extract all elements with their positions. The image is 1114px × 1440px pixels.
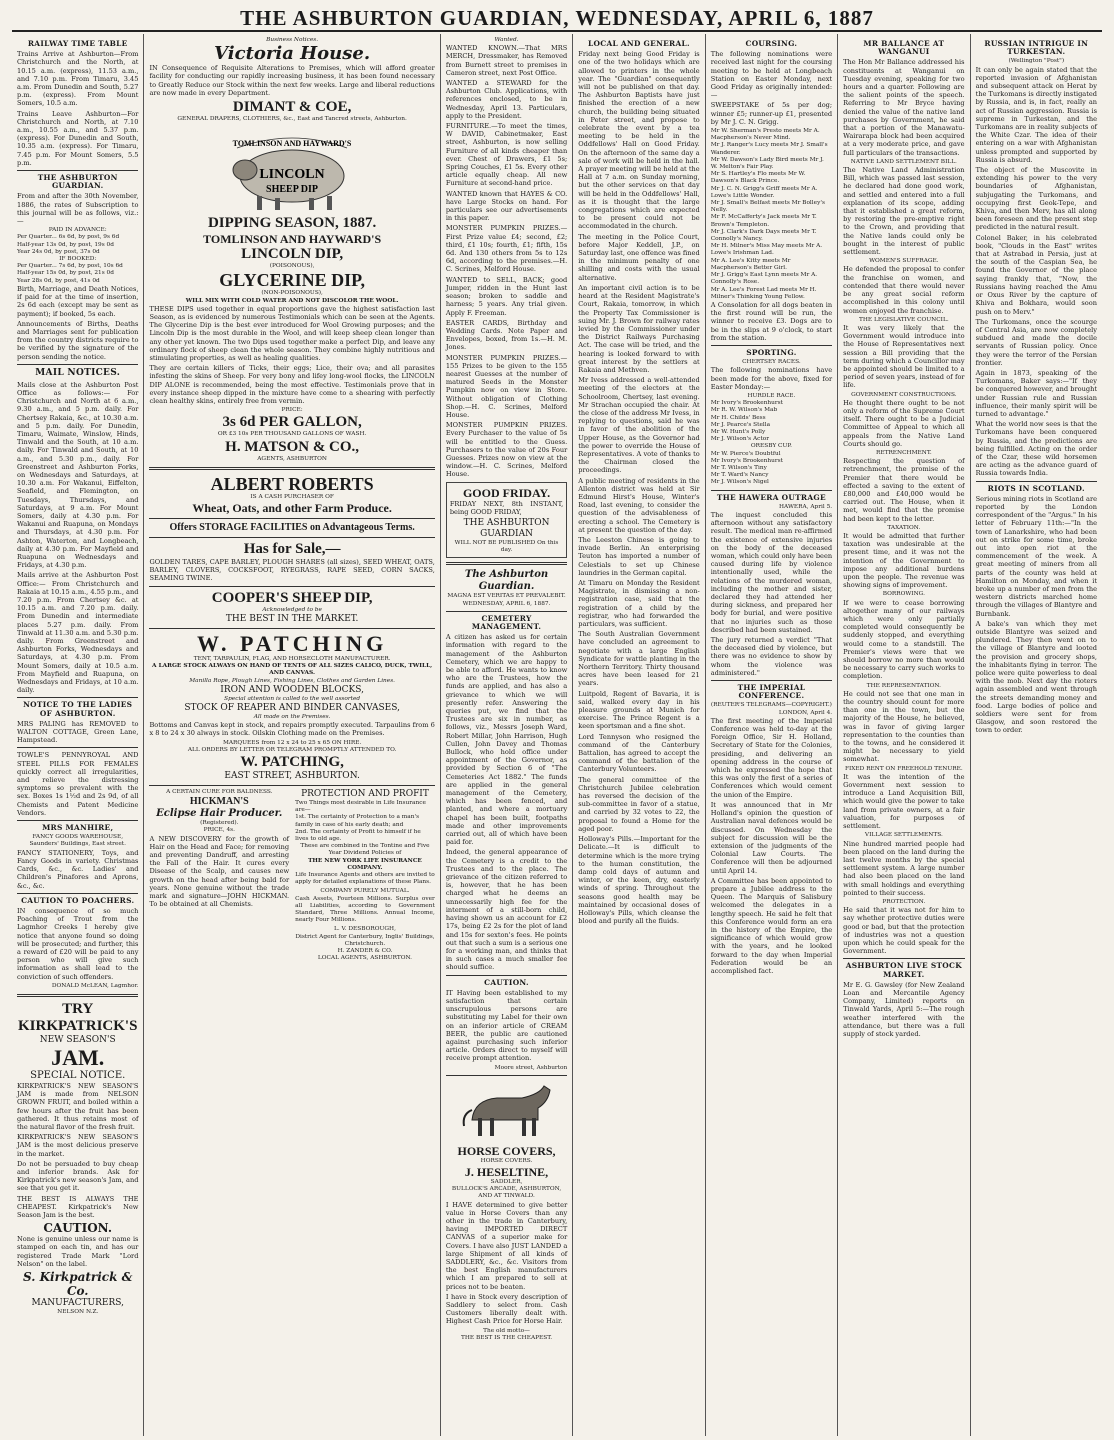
good-friday-will: WILL NOT BE PUBLISHED On this day. xyxy=(454,539,559,554)
poachers-signature: DONALD McLEAN, Lagmhor. xyxy=(51,982,139,989)
russia-text-6: What the world now sees is that the Turkomans have been conquered by Russia, and the predictions are being fulfilled. Acting on the order of the Czar, these wild horsemen are acting as the advance guard of Russia towards India. xyxy=(975,420,1097,478)
sweepstake-text: SWEEPSTAKE of 5s per dog; winner £5; runner-up £1, presented by Mr J. C. N. Grigg. xyxy=(710,101,833,126)
made-premises-label: All made on the Premises. xyxy=(253,713,331,720)
horse-covers-heading: HORSE COVERS, xyxy=(457,1143,556,1158)
saddler-label: SADDLER, xyxy=(490,1178,523,1185)
nelson-label: NELSON N.Z. xyxy=(57,1309,99,1315)
local-paragraph: The South Australian Government have concluded an agreement to negotiate with a large English Syndicate for wattle planting in the Northern Territory. Thirty thousand acres have been leased for 21 years. xyxy=(578,630,700,688)
coursing-pair: Mr J. C. N. Grigg's Griff meets Mr A. Lowe's Little Wonder. xyxy=(710,185,818,199)
ballance-heading: MR BALLANCE AT WANGANUI xyxy=(863,39,945,57)
local-paragraph: Lord Tennyson who resigned the command of the Canterbury Battalion, has agreed to accept the command of the battalion of the Canterbury Volunteers. xyxy=(578,732,700,774)
patching-sub: TENT, TARPAULIN, FLAG, AND HORSECLOTH MANUFACTURER. xyxy=(193,655,391,662)
caution-beer-text: IT Having been established to my satisfaction that certain unscrupulous persons are substituting my Label for their own on an inferior article of CREAM BEER, the public are cautioned against purchasing such inferior article. Orders direct to myself will receive prompt attention. xyxy=(445,988,568,1063)
coursing-pair: Mr F. McCafferty's Jack meets Mr T. Brown's Templeton. xyxy=(710,214,817,228)
rate-row: Half-year 13s 0d, by post, 19s 0d xyxy=(17,241,114,248)
coursing-pair: Mr W. Dawson's Lady Bird meets Mr J. W. Melton's Fair Play. xyxy=(710,156,824,171)
hurdle-entry: Mr Ivory's Brookenhurst xyxy=(710,400,783,407)
local-paragraph: Holloway's Pills.—Important for the Delicate.—It is difficult to determine which is the more trying to the human constitution, the damp cold days of autumn and winter, or the keen, dry, easterly winds of spring. Throughout the seasons good health may be maintained by occasional doses of Holloway's Pills, which cleanse the blood and purify all the fluids. xyxy=(578,835,700,926)
sheep-illustration xyxy=(217,126,367,212)
special-attention-label: Special attention is called to the well assorted xyxy=(224,695,361,702)
borrowing-text: If we were to cease borrowing altogether many of our railways which were only partially completed would consequently be suddenly stopped, and everything would come to a standstill. The Premier's views were that we should borrow no more than would be necessary to carry such works to completion. xyxy=(843,598,965,681)
representation-text: He could not see that one man in the country should count for more than one in the town, but the majority of the House, he believed, was in favor of giving larger representation to the counties than to the towns, and he considered it might be necessary to yield somewhat. xyxy=(843,689,965,764)
east-street-label: EAST STREET, ASHBURTON. xyxy=(224,770,360,781)
ladies-heading: NOTICE TO THE LADIES OF ASHBURTON. xyxy=(23,700,133,718)
kirkpatrick-firm: S. Kirkpatrick & Co. xyxy=(22,1270,133,1298)
wanted-heading: Wanted. xyxy=(494,37,519,43)
government-heading: GOVERNMENT CONSTRUCTIONS. xyxy=(851,391,957,398)
ny-life-heading: THE NEW YORK LIFE INSURANCE COMPANY. xyxy=(308,857,422,871)
good-friday-heading: GOOD FRIDAY. xyxy=(462,485,551,500)
fixed-rent-heading: FIXED RENT ON FREEHOLD TENURE. xyxy=(844,765,963,772)
baldness-heading: A CERTAIN CURE FOR BALDNESS. xyxy=(166,788,273,795)
horse-illustration xyxy=(452,1080,562,1140)
mail-arrive-text: Mails arrive at the Ashburton Post Office:— From Christchurch and Rakaia at 10.15 a.m., 4.55 p.m., and 7.20 p.m. From Chertsey &c. at 10.15 a.m. and 7.20 p.m. daily. From Dunedin and intermediate places 5.27 p.m. daily. From Tinwald at 11.30 a.m. and 5.30 p.m. daily. From Greenstreet and Ashburton Forks, Wednesdays and Saturdays, at 4.30 p.m. From Mount Somers, daily at 10.5 a.m. From Mayfield and Ruapuna, on Wednesdays and Fridays, at 10 a.m. daily. xyxy=(17,571,139,695)
coursing-pair: Mr A. Lee's Forest Lad meets Mr H. Milner's Thinking Young Fellow. xyxy=(710,286,817,300)
paling-notice: MRS PALING has REMOVED to WALTON COTTAGE, Green Lane, Hampstead. xyxy=(17,719,139,745)
patching-heading: W. PATCHING xyxy=(196,630,388,656)
cemetery-heading: CEMETERY MANAGEMENT. xyxy=(471,613,542,631)
wanted-ad: FURNITURE.—To meet the times, W DAVID, Cabinetmaker, East street, Ashburton, is now selling Furniture of all kinds cheaper than ever. Chest of Drawers, £1 5s; Spring Couches, £1 5s. Every other article equally cheap. All new Furniture at second-hand price. xyxy=(445,122,568,188)
bullocks-label: BULLOCK'S ARCADE, ASHBURTON, AND AT TINWALD. xyxy=(451,1186,562,1200)
oresby-entry: Mr J. Wilson's Nigel xyxy=(710,479,769,486)
heseltine-text-2: I have in Stock every description of Saddlery to select from. Cash Customers liberally dealt with. Highest Cash Price for Horse Hair. xyxy=(445,1292,568,1326)
towle-ad: TOWLE'S PENNYROYAL AND STEEL PILLS FOR FEMALES quickly correct all irregularities, and relieve the distressing symptoms so prevalent with the sex. Boxes 1s 1½d and 2s 9d, of all Chemists and Patent Medicine Vendors. xyxy=(17,751,139,817)
protection-row: 1st. The certainty of Protection to a man's family in case of his early death; and xyxy=(295,814,420,828)
rate-row: Year 24s 0d, by post, 37s 0d xyxy=(17,248,100,255)
coursing-pair: Mr W. Sherman's Presto meets Mr A. Macpherson's Never Mind. xyxy=(710,128,820,142)
taxation-heading: TAXATION. xyxy=(887,524,921,531)
best-market-label: THE BEST IN THE MARKET. xyxy=(225,613,359,624)
protection-row: 2nd. The certainty of Profit to himself if he lives to old age. xyxy=(295,828,421,842)
local-paragraph: The meeting in the Police Court, before Major Keddell, J.P., on Saturday last, one offence was fined in the minimum penalty of one shilling and costs with the usual alternative. xyxy=(578,232,700,282)
heseltine-heading: J. HESELTINE, xyxy=(464,1164,549,1179)
russia-text-2: The object of the Muscovite in extending his power to the very boundaries of Afghanistan, subjugating the Turkomans, and occupying first Geok-Tepe, and Khiva, and then Merv, has all along been foreseen and the present step predicted in the natural result. xyxy=(975,166,1097,232)
guardian-rates-heading: THE ASHBURTON GUARDIAN. xyxy=(37,173,118,191)
column-1 xyxy=(12,34,144,1436)
cooper-heading: COOPER'S SHEEP DIP, xyxy=(211,589,373,606)
kirk-text-3: Do not be persuaded to buy cheap and inferior brands. Ask for Kirkpatrick's new season's Jam, and see that you get it. xyxy=(17,1159,139,1193)
protection-article-heading: PROTECTION. xyxy=(882,898,926,905)
zander-name: H. ZANDER & CO. xyxy=(337,947,393,954)
local-paragraph: A public meeting of residents in the Allenton district was held at Sir Edmund Hirst's House, Winter's Road, last evening, to consider the question of the advisableness of erecting a school. The Cemetery is at present the question of the day. xyxy=(578,476,700,534)
coursing-pair: Mr J. Small's Belfast meets Mr Bolley's Nelly. xyxy=(710,200,825,214)
best-cheapest-label: THE BEST IS THE CHEAPEST. xyxy=(460,1334,553,1341)
oresby-entry: Mr T. Wilson's Tiny xyxy=(710,464,767,471)
stock-reaper-label: STOCK OF REAPER AND BINDER CANVASES, xyxy=(184,702,400,713)
motto: MAGNA EST VERITAS ET PREVALEBIT. xyxy=(447,593,566,600)
albert-roberts-heading: ALBERT ROBERTS xyxy=(210,473,374,494)
agents-label: AGENTS, ASHBURTON xyxy=(257,455,327,462)
hurdle-entry: Mr R. W. Wilson's Mab xyxy=(710,407,778,414)
coursing-pair: Mr J. Ranger's Lucy meets Mr J. Small's Wanderer. xyxy=(710,142,828,156)
poisonous-label: (POISONOUS), xyxy=(269,263,315,270)
village-text: Nine hundred married people had been placed on the land during the last twelve months by the special settlement system. A large number had also been placed on the land with small holdings and everything pointed to their success. xyxy=(843,839,965,897)
column-3 xyxy=(441,34,573,1436)
oresby-entry: Mr W. Pierce's Doubtful xyxy=(710,450,781,457)
special-notice-heading: SPECIAL NOTICE. xyxy=(30,1069,126,1081)
column-5 xyxy=(706,34,838,1436)
old-motto-label: The old motto— xyxy=(483,1327,530,1334)
dipping-season-heading: DIPPING SEASON, 1887. xyxy=(207,215,377,232)
try-heading: TRY xyxy=(62,1000,94,1017)
native-text: The Native Land Administration Bill, which was passed last session, he declared had done good work, and settled and entered into a full explanation of its scope, adding that it established a great reform, by restoring the pre-emptive right to the Crown, and providing that the Native lands could only be bought in the interest of public settlement. xyxy=(843,166,965,257)
hawera-heading: THE HAWERA OUTRAGE xyxy=(716,492,826,502)
best-cheapest: THE BEST IS ALWAYS THE CHEAPEST. Kirkpatrick's New Season Jam is the best. xyxy=(17,1194,139,1219)
good-friday-notice xyxy=(446,482,567,559)
wanted-ad: MONSTER PUMPKIN PRIZES.—First Prize value £4; second, £2; third, £1 10s; fourth, £1; fifth, 15s 6d. And 130 others from 5s to 12s 6d, according to the premises.—H. C. Scrines, Melford House. xyxy=(445,224,568,274)
legislative-text: It was very likely that the Government would introduce into the House of Representatives next session a Bill providing that the term during which a Councillor may be appointed should be limited to a period of seven years, instead of for life. xyxy=(843,323,965,390)
orders-label: ALL ORDERS BY LETTER OR TELEGRAM PROMPTLY ATTENDED TO. xyxy=(187,746,397,753)
hickman-heading: HICKMAN'S xyxy=(189,796,249,808)
large-stock-label: A LARGE STOCK ALWAYS ON HAND OF TENTS OF ALL SIZES CALICO, DUCK, TWILL, AND CANVAS. xyxy=(152,663,433,677)
dip-text-2: They are certain killers of Ticks, their eggs; Lice, their ova; and all parasites infesting the skins of Sheep. For very bony and lifey long-wool flocks, the LINCOLN DIP ALONE is recommended, being the most effective. Testimonials prove that in every instance sheep dipped in the mixture have come to a shearing with perfectly clean healthy skins, entirely free from vermin. xyxy=(149,364,435,406)
local-paragraph: Luitpold, Regent of Bavaria, it is said, walked every day in his pleasure grounds at Munich for exercise. The Prince Regent is a keen sportsman and a fine shot. xyxy=(578,689,700,731)
column-7 xyxy=(971,34,1102,1436)
railway-arrivals: Trains Arrive at Ashburton—From Christchurch and the North, at 10.15 a.m. (express), 11.53 a.m., and 7.10 p.m. From Timaru, 3.45 a.m. From Dunedin and South, 5.27 p.m. (express). From Mount Somers, 10.5 a.m. xyxy=(17,50,139,108)
kirkpatrick-heading: KIRKPATRICK'S xyxy=(17,1017,138,1034)
franchise-heading: WOMEN'S SUFFRAGE. xyxy=(869,258,939,265)
wanted-ad: WANTED to SELL, BACK; good Jumper, ridden in the Hunt last season; broken to saddle and harness; 5 years. Any trial given. Apply F. Freeman. xyxy=(445,275,568,317)
riots-text-2: A bake's van which they met outside Blantyre was seized and plundered. They then went on to the village of Blantyre and looted the provision and grocery shops, the inhabitants flying in terror. The police were quite powerless to deal with the mob. Next day the rioters again assembled and went through the streets demanding money and food. Large bodies of police and soldiers were sent for from Glasgow, and soon restored the town to order. xyxy=(975,619,1097,735)
local-paragraph: The general committee of the Christchurch Jubilee celebration has reversed the decision of the sub-committee in favor of a statue, and carried by 32 votes to 22, the proposal to found a Home for the aged poor. xyxy=(578,775,700,833)
paid-heading: PAID IN ADVANCE: xyxy=(48,227,107,234)
russia-text-4: The Turkomans, once the scourge of Central Asia, are now completely subdued and made the docile servants of Russian policy. Once they were the terror of the Persian frontier. xyxy=(975,317,1097,367)
good-friday-paper: THE ASHBURTON GUARDIAN xyxy=(463,517,550,539)
births-notice: Birth, Marriage, and Death Notices, if paid for at the time of insertion, 2s 6d each (except may be sent as payment); if booked, 5s each. xyxy=(17,284,139,318)
good-friday-text: FRIDAY NEXT, 8th INSTANT, being GOOD FRIDAY, xyxy=(449,499,564,516)
hurdle-entry: Mr H. Childs' Bess xyxy=(710,414,766,421)
sporting-heading: SPORTING. xyxy=(746,347,797,357)
marquees-label: MARQUEES from 12 x 24 to 25 x 65 ON HIRE. xyxy=(222,739,362,746)
caution-beer-sign: Moore street, Ashburton xyxy=(494,1064,568,1071)
imperial-text: The first meeting of the Imperial Conference was held to-day at the Foreign Office, Sir H. Holland, Secretary of State for the Colonies, presiding, and delivering an opening address in the course of which he expressed the hope that this was only the first of a series of Conferences which would cement the union of the Empire. xyxy=(710,716,833,799)
imperial-heading: THE IMPERIAL CONFERENCE. xyxy=(737,683,806,701)
dimant-heading: DIMANT & COE, xyxy=(232,99,352,116)
hurdle-list xyxy=(711,400,832,443)
jam-heading: JAM. xyxy=(51,1044,105,1070)
column-6 xyxy=(838,34,970,1436)
oresby-list xyxy=(711,451,832,487)
chertsey-text: The following nominations have been made for the above, fixed for Easter Monday:— xyxy=(710,366,833,391)
mix-label: WILL MIX WITH COLD WATER AND NOT DISCOLOR THE WOOL. xyxy=(185,297,399,304)
oresby-entry: Mr T. Ward's Nancy xyxy=(710,472,769,479)
retrenchment-heading: RETRENCHMENT. xyxy=(875,449,932,456)
wheat-heading: Wheat, Oats, and other Farm Produce. xyxy=(192,501,392,516)
manufacturers-label: MANUFACTURERS, xyxy=(31,1298,124,1308)
russia-text-3: Colonel Baker, in his celebrated book, "Clouds in the East" writes that at Astrabad in Persia, just at the south of the Caspian Sea, he found the Governor of the place saying frankly that, "Now, the Russians having reached the Amu or Oxus River by the capture of Khiva and Bokhara, would soon push on to Merv." xyxy=(975,233,1097,316)
hawera-verdict: The jury returned a verdict "That the deceased died by violence, but there was no evidence to show by whom the violence was administered." xyxy=(710,636,833,677)
dateline: WEDNESDAY, APRIL 6, 1887. xyxy=(462,600,551,607)
hurdle-entry: Mr J. Pearce's Stella xyxy=(710,421,771,428)
local-general-heading: LOCAL AND GENERAL. xyxy=(588,39,690,48)
patching-name-2: W. PATCHING, xyxy=(240,753,344,770)
guardian-rates-text: From and after the 30th November, 1886, the rates of Subscription to this journal will be as follows, viz.:— xyxy=(17,192,139,226)
local-paragraph: Mr Ivess addressed a well-attended meeting of the electors at the Schoolroom, Chertsey, last evening. Mr Strachan occupied the chair. At the close of the address Mr Ivess, in replying to questions, said he was in favor of the abolition of the Upper House, as the Governor had the power to override the House of Representatives. A vote of thanks to the Chairman closed the proceedings. xyxy=(578,376,700,475)
borrowing-heading: BORROWING. xyxy=(882,591,925,598)
manhire-sub: FANCY GOODS WAREHOUSE, Saunders' Buildings, East street. xyxy=(29,834,126,848)
glycerine-heading: GLYCERINE DIP, xyxy=(219,270,365,291)
price-sub: OR £3 10s PER THOUSAND GALLONS OF WASH. xyxy=(217,431,367,438)
acknowledged-label: Acknowledged to be xyxy=(262,606,322,613)
ballance-text: The Hon Mr Ballance addressed his constituents at Wanganui on Tuesday evening, speaking for two hours and a quarter. Following are the salient points of the speech. Referring to Mr Bryce having denied the value of the native land purchases by Government, he said that a portion of the Manawatu-Wairarapa block had been acquired at a very moderate price, and gave full particulars of the transactions. xyxy=(843,58,965,157)
representation-heading: THE REPRESENTATION. xyxy=(866,682,941,689)
caution-text: None is genuine unless our name is stamped on each tin, and has our registered Trade Mark "Lord Nelson" on the label. xyxy=(17,1235,139,1268)
cemetery-text-2: Indeed, the general appearance of the Cemetery is a credit to the Trustees and to the place. The grievance of the citizen referred to is, however, that he has been charged what he deems an unnecessarily high fee for the interment of a still-born child, having shown us an account for £2 17s, being £2 2s for the plot of land and 15s for sexton's fees. He points out that such a sum is a serious one for a working man, and thinks that in such cases a much smaller fee should suffice. xyxy=(445,848,568,972)
hurdle-entry: Mr J. Wilson's Actor xyxy=(710,436,769,443)
column-2 xyxy=(144,34,440,1436)
poachers-heading: CAUTION TO POACHERS. xyxy=(21,895,135,905)
coursing-pair: Mr J. Grigg's East Lynn meets Mr A. Connolly's Rose. xyxy=(710,272,818,286)
business-notices-heading: Business Notices. xyxy=(266,37,319,43)
lincoln-dip-heading: LINCOLN DIP, xyxy=(241,246,344,263)
cemetery-text: A citizen has asked us for certain information with regard to the management of the Ashburton Cemetery, which we are happy to be able to afford. He wants to know who are the Trustees, how the funds are applied, and has also a grievance to which we will presently refer. Answering the queries put, we find that the Trustees are six in number, as follows, viz., Messrs Joseph Ward, Robert Millar, John Harrison, Hugh Cullen, John Davey and Thomas Bullock, who hold office under appointment of the Governor, as provided by Section 6 of "The Cemeteries Act 1882." The funds are applied in the general management of the Cemetery, which has been fenced, and planted, and where a mortuary chapel has been built, footpaths made and other improvements carried out, all of which have been paid for. xyxy=(445,633,568,847)
nonpoisonous-label: (NON-POISONOUS), xyxy=(261,290,323,297)
government-text: He thought there ought to be not only a reform of the Supreme Court itself. There ought to be a Judicial Committee of Appeal to which all appeals from the Native Land Courts should go. xyxy=(843,398,965,448)
kirk-text-2: KIRKPATRICK'S NEW SEASON'S JAM is the most delicious preserve in the market. xyxy=(17,1133,139,1158)
cash-purchaser-label: IS A CASH PURCHASER OF xyxy=(250,493,334,500)
local-paragraph: Friday next being Good Friday is one of the two holidays which are allowed to printers in the whole year. The "Guardian" consequently will not be published on that day. The Ashburton Baptists have just finished the erection of a new church, the building being situated in Peter street, and propose to celebrate the event by a tea meeting to be held in the Oddfellows' Hall on Good Friday. On the afternoon of the same day a sale of work will be held in the hall. A prayer meeting will be held at the Hall at 7 a.m. on Sunday morning, but the other services on that day will be held in the Oddfellows' Hall, as it is thought that the large congregations which are expected to be present could not be accommodated in the church. xyxy=(578,50,700,231)
nameplate: The Ashburton Guardian. xyxy=(464,569,549,593)
desborough-name: L. V. DESBOROUGH, xyxy=(334,926,396,933)
livestock-heading: ASHBURTON LIVE STOCK MARKET. xyxy=(845,961,962,979)
livestock-text: Mr E. G. Gawsley (for New Zealand Loan and Mercantile Agency Company, Limited) reports on Tinwald Yards, April 5:—The rough weather interfered with the attendance, but there was a full supply of stock yarded. xyxy=(843,980,965,1038)
wanted-ad: WANTED known that HAYES & CO. have Large Stocks on hand. For particulars see our advertisements in this paper. xyxy=(445,189,568,223)
oresby-entry: Mr Ivory's Brookenhurst xyxy=(710,457,783,464)
protection-row: Two Things most desirable in Life Insurance are— xyxy=(295,799,426,814)
golden-tares-list: GOLDEN TARES, CAPE BARLEY, PLOUGH SHARES (all sizes), SEED WHEAT, OATS, BARLEY, CLOVERS, COCKSFOOT, RYEGRASS, RAPE SEED, CORN SACKS, SEAMING TWINE. xyxy=(149,558,435,583)
russia-text-5: Again in 1873, speaking of the Turkomans, Baker says:—"If they be conquered however, and brought under Russian rule and Russian influence, their manly spirit will be turned to advantage." xyxy=(975,368,1097,418)
rate-row: Per Quarter... 7s 6d, by post, 10s 6d xyxy=(17,263,123,270)
rates-list xyxy=(17,234,138,284)
announcements-notice: Announcements of Births, Deaths and Marriages sent for publication from the country districts require to be verified by the signature of the person sending the notice. xyxy=(17,319,139,361)
oresby-heading: ORESBY CUP. xyxy=(750,443,792,450)
coursing-pair: Mr A. Lee's Kitty meets Mr Macpherson's Better Girl. xyxy=(710,257,791,271)
eclipse-heading: Eclipse Hair Producer. xyxy=(156,808,283,820)
manhire-text: FANCY STATIONERY, Toys, and Fancy Goods in variety. Christmas Cards, &c., &c. Ladies' and Children's Pinafores and Aprons, &c., &c. xyxy=(17,848,139,890)
riots-text: Serious mining riots in Scotland are reported by the London correspondent of the "Argus." In his letter of February 11th:—"In the town of Lanarkshire, who had been out on strike for some time, broke out into open riot at the commencement of the week. A great meeting of miners from all parts of the county was held at Hamilton on Monday, and when it broke up a number of men from the western districts marched home through the villages of Blantyre and Burnbank. xyxy=(975,494,1097,618)
fixed-rent-text: It was the intention of the Government next session to introduce a Land Acquisition Bill, which would give the power to take land from private owners, at a fair valuation, for purposes of settlement. xyxy=(843,772,965,831)
protection-article-text: He said that it was not for him to say whether protective duties were good or bad, but that the protection of industries was not a question upon which he could speak for the Government. xyxy=(843,906,965,956)
dimant-sub: GENERAL DRAPERS, CLOTHIERS, &c., East and Tancred streets, Ashburton. xyxy=(177,116,407,123)
native-heading: NATIVE LAND SETTLEMENT BILL. xyxy=(850,158,957,165)
newspaper-title: THE ASHBURTON GUARDIAN, WEDNESDAY, APRIL 6, 1887 xyxy=(240,5,874,30)
franchise-text: He defended the proposal to confer the franchise on women, and contended that there would never be any great social reform accomplished in this colony until women enjoyed the franchise. xyxy=(843,265,965,315)
rate-row: Per Quarter... 6s 6d, by post, 9s 6d xyxy=(17,234,120,241)
new-season-heading: NEW SEASON'S xyxy=(39,1034,116,1045)
coursing-pairs xyxy=(711,128,832,301)
imperial-text-2: It was announced that in Mr Holland's opinion the question of Australian naval defences would be discussed. On Wednesday the subject for discussion will be the extension of the judgments of the Colonial Law Courts. The Conference will then be adjourned until April 14. xyxy=(710,800,833,875)
has-for-sale-heading: Has for Sale,— xyxy=(243,541,341,558)
special-notice-text: KIRKPATRICK'S NEW SEASON'S JAM is made from NELSON GROWN FRUIT, and boiled within a few hours after the fruit has been gathered. It thus retains most of the natural flavor of the fresh fruit. xyxy=(17,1081,139,1131)
poachers-text: IN consequence of so much Poaching of Trout from the Lagmhor Creeks I hereby give notice that anyone found so doing will be prosecuted; and further, this a reward of £20 will be paid to any person who will give such information as shall lead to the conviction of such offenders. xyxy=(17,906,139,981)
bottoms-text: Bottoms and Canvas kept in stock, and repairs promptly executed. Tarpaulins from 6 x 8 to 24 x 30 always in stock. Oilskin Clothing made on the Premises. xyxy=(149,721,435,738)
hurdle-heading: HURDLE RACE. xyxy=(747,392,796,399)
horse-covers-sub: HORSE COVERS. xyxy=(480,1157,533,1164)
village-heading: VILLAGE SETTLEMENTS. xyxy=(864,832,943,839)
coursing-pair: Mr J. Clark's Dark Days meets Mr T. Connolly's Nancy. xyxy=(710,228,817,243)
caution-beer-heading: CAUTION. xyxy=(484,977,529,987)
imperial-sub: (REUTER'S TELEGRAMS—COPYRIGHT.) xyxy=(710,702,832,709)
mutual-label: COMPANY PURELY MUTUAL. xyxy=(320,888,410,895)
local-paragraph: At Timaru on Monday the Resident Magistrate, in dismissing a non-registration case, said that the registration of a child by the registrar, who had forwarded the particulars, was sufficient. xyxy=(578,579,700,629)
dip-text: THESE DIPS used together in equal proportions gave the highest satisfaction last Season, as is evidenced by numerous Testimonials which can be seen at the Agents. The Glycerine Dip is the best ever introduced for Wool Growing purposes; and the Lincoln Dip is the most durable in the Wool, and will keep sheep clean longer than any other yet known. The two Dips used together make a perfect Dip, and leave any ordinary flock of sheep clean the whole season. They combine highly nutritious and stimulating properties, as well as healing qualities. xyxy=(149,304,435,363)
masthead xyxy=(12,6,1102,32)
railway-departures: Trains Leave Ashburton—For Christchurch and North, at 7.10 a.m., 10.55 a.m., and 5.37 p.m. (express). For Dunedin and South, 10.35 a.m. (express). For Timaru, 7.45 p.m. For Mount Somers, 5.5 p.m. xyxy=(17,109,139,167)
hawera-text: The inquest concluded this afternoon without any satisfactory result. The medical man re-affirmed the existence of extensive injuries on the body of the deceased woman, which could only have been caused during life by violence intentionally used, while the relations of the murdered woman, including the mother and sister, declared they had attended her during sickness, and prepared her body for burial, and were positive that no injuries such as those described had been sustained. xyxy=(710,510,833,634)
coursing-heading: COURSING. xyxy=(745,39,798,48)
hawera-date: HAWERA, April 5. xyxy=(778,503,833,510)
sheep-banner-text: TOMLINSON AND HAYWARD'S xyxy=(232,139,352,149)
desborough-sub: District Agent for Canterbury, Inglis' Buildings, Christchurch. xyxy=(295,933,435,947)
wanted-ad: WANTED a STEWARD for the Ashburton Club. Applications, with references enclosed, to be in Wednesday, April 13. Particulars, apply to the President. xyxy=(445,79,568,120)
russia-sub: (Wellington "Post") xyxy=(1008,58,1065,65)
coursing-note: A Consolation for all dogs beaten in the first round will be run, the winner to receive £3. Dogs are to be in the slips at 9 o'clock, to start from the station. xyxy=(710,300,833,342)
railway-heading: RAILWAY TIME TABLE xyxy=(27,39,128,48)
local-paragraph: The Leeston Chinese is going to invade Berlin. An enterprising Teuton has imported a number of Celestials to set up Chinese laundries in the German capital. xyxy=(578,535,700,577)
price-label: PRICE: xyxy=(281,407,303,414)
local-paragraph: An important civil action is to be heard at the Resident Magistrate's Court, Rakaia, tomorrow, in which the Property Tax Commissioner is suing Mr. J. Brown for railway rates levied by the Commissioner under the District Railways Purchasing Act. The case will be tried, and the hearing is looked forward to with great interest by the settlers at Rakaia and Methven. xyxy=(578,283,700,374)
tomlinson-heading: TOMLINSON AND HAYWARD'S xyxy=(203,232,382,247)
manhire-heading: MRS MANHIRE, xyxy=(42,823,114,833)
mail-close-text: Mails close at the Ashburton Post Office as follows:— For Christchurch and North at 6 a.m., 9.30 a.m., and 5 p.m. daily. For Chertsey Rakaia, &c., at 10.30 a.m. and 5 p.m. daily. For Dunedin, Timaru, Waimate, Winslow, Hinds, Tinwald and the South, at 10 a.m. daily. For Tinwald and South, at 10 a.m., and 5.30 p.m., daily. For Greenstreet and Ashburton Forks, on Wednesdays and Saturdays, at 10.30 a.m. For Wakanui, Eiffelton, Seafield, and Flemington, on Tuesdays, Thursdays, and Saturdays, at 9 a.m. For Mount Somers, daily at 4.30 p.m. For Wakanui and Ruapuna, on Mondays and Thursdays, at 4.30 p.m. For Ashton, Waterton, and Longbeach, daily at 4.30 p.m. For Mayfield and Ruapuna on Wednesdays and Fridays, at 4.30 p.m. xyxy=(17,380,139,570)
manilla-label: Manilla Rope, Plough Lines, Fishing Lines, Clothes and Garden Lines. xyxy=(189,677,396,684)
russia-text: It can only be again stated that the reported invasion of Afghanistan and subsequent attack on Herat by the Turkomans is directly instigated by Russia, and is, in fact, really an act of Russian aggression. Russia is supreme in Turkestan, and the Turkomans are in reality subjects of the White Czar. The idea of their entering on a war with Afghanistan unless prompted and supported by Russia is absurd. xyxy=(975,65,1097,164)
hurdle-entry: Mr W. Hunt's Polly xyxy=(710,428,766,435)
wanted-ad: WANTED KNOWN.—That MRS MERCH, Dressmaker, has Removed from Burnett street to premises in Cameron street, next Post Office. xyxy=(445,44,568,77)
rate-row: IF BOOKED: xyxy=(59,256,97,263)
wanted-ad: EASTER CARDS, Birthday and Wedding Cards. Note Paper and Envelopes, boxed, from 1s.—H. M. Jones. xyxy=(445,318,568,352)
chertsey-heading: CHERTSEY RACES. xyxy=(742,359,801,366)
victoria-text: IN Consequence of Requisite Alterations to Premises, which will afford greater facility for conducting our rapidly increasing business, it has been found necessary to Greatly Reduce our Stock within the next few weeks. Large and liberal reductions are now made in every Department. xyxy=(149,64,435,97)
column-4 xyxy=(573,34,705,1436)
imperial-date: LONDON, April 4. xyxy=(778,709,833,716)
wanted-ad: MONSTER PUMPKIN PRIZES.—155 Prizes to be given to the 155 nearest Guesses at the number of matured Seeds in the Monster Pumpkin now on view in Store. Without obligation of Clothing Shop.—H. C. Scrines, Melford House. xyxy=(445,353,568,419)
taxation-text: It would be admitted that further taxation was undesirable at the present time, and it was not the intention of the Government to impose any additional burdens upon the people. The revenue was showing signs of improvement. xyxy=(843,531,965,590)
legislative-heading: THE LEGISLATIVE COUNCIL. xyxy=(859,316,949,323)
imperial-text-3: A Committee has been appointed to prepare a Jubilee address to the Queen. The Marquis of Salisbury welcomed the delegates in a lengthy speech. He said he felt that this Conference would form an era in the history of the Empire, the significance of which would grow with the years, and he looked forward to the day when Imperial Federation would be an accomplished fact. xyxy=(710,876,833,975)
page-columns xyxy=(12,34,1102,1436)
caution-heading: CAUTION. xyxy=(43,1221,113,1236)
wanted-ad: MONSTER PUMPKIN PRIZES. Every Purchaser to the value of 5s will be entitled to the Guess. Purchasers to the value of 20s Four Guesses. Prizes now on view at the window.—H. C. Scrines, Melford House. xyxy=(445,421,568,479)
matson-heading: H. MATSON & CO., xyxy=(225,438,360,455)
rate-row: Half-year 15s 0d, by post, 21s 0d xyxy=(17,270,114,277)
mail-heading: MAIL NOTICES. xyxy=(35,367,121,378)
local-agents-label: LOCAL AGENTS, ASHBURTON. xyxy=(317,955,413,962)
sheep-dip-text: SHEEP DIP xyxy=(266,184,319,196)
hair-text: A NEW DISCOVERY for the growth of Hair on the Head and Face; for removing and preventing Dandruff, and arresting the Fall of the Hair. It cures every Disease of the Scalp, and causes new growth on the head after being bald for years. None genuine without the trade mark and signature—JOHN HICKMAN. To be obtained at all Chemists. xyxy=(149,834,290,909)
registered-label: (Registered). xyxy=(200,820,239,827)
life-text: Life Insurance Agents and others are invited to apply for detailed explanations of these Plans. xyxy=(295,871,435,886)
victoria-house-heading: Victoria House. xyxy=(214,43,371,65)
coursing-text: The following nominations were received last night for the coursing meeting to be held at Longbeach Station on Easter Monday, next Good Friday as originally intended:— xyxy=(710,50,833,100)
sheep-lincoln-text: LINCOLN xyxy=(259,167,325,183)
assets-text: Cash Assets, Fourteen Millions. Surplus over all Liabilities, according to Government Standard, Three Millions. Annual Income, nearly Four Millions. xyxy=(295,895,435,924)
russia-heading: RUSSIAN INTRIGUE IN TURKESTAN. xyxy=(984,39,1089,57)
riots-heading: RIOTS IN SCOTLAND. xyxy=(987,483,1085,493)
coursing-pair: Mr H. Milner's Miss May meets Mr A. Lowe's Irishman Lad. xyxy=(710,243,823,257)
price-4s: PRICE, 4s. xyxy=(203,827,235,834)
protection-heading: PROTECTION AND PROFIT xyxy=(301,788,429,799)
storage-heading: Offers STORAGE FACILITIES on Advantageous Terms. xyxy=(169,522,415,534)
coursing-pair: Mr S. Hartley's Flo meets Mr W. Dawson's Black Prince. xyxy=(710,171,806,185)
price-heading: 3s 6d PER GALLON, xyxy=(222,414,362,431)
combined-label: These are combined in the Tontine and Five Year Dividend Policies of xyxy=(300,843,430,857)
heseltine-text: I HAVE determined to give better value in Horse Covers than any other in the trade in Canterbury, having IMPORTED DIRECT CANVAS of a superior make for Covers. I have also JUST LANDED a large Shipment of all kinds of SADDLERY, &c., &c. Visitors from the best English manufacturers which I am prepared to sell at prices not to be beaten. xyxy=(445,1200,568,1291)
rate-row: Year 28s 0d, by post, 41s 0d xyxy=(17,277,100,284)
iron-blocks-label: IRON AND WOODEN BLOCKS, xyxy=(220,684,364,695)
retrenchment-text: Respecting the question of retrenchment, the promise of the Premier that there would be effected a saving to the extent of £80,000 and £40,000 would be carried out. The House, when it met, would find that the promise had been kept to the letter. xyxy=(843,457,965,523)
